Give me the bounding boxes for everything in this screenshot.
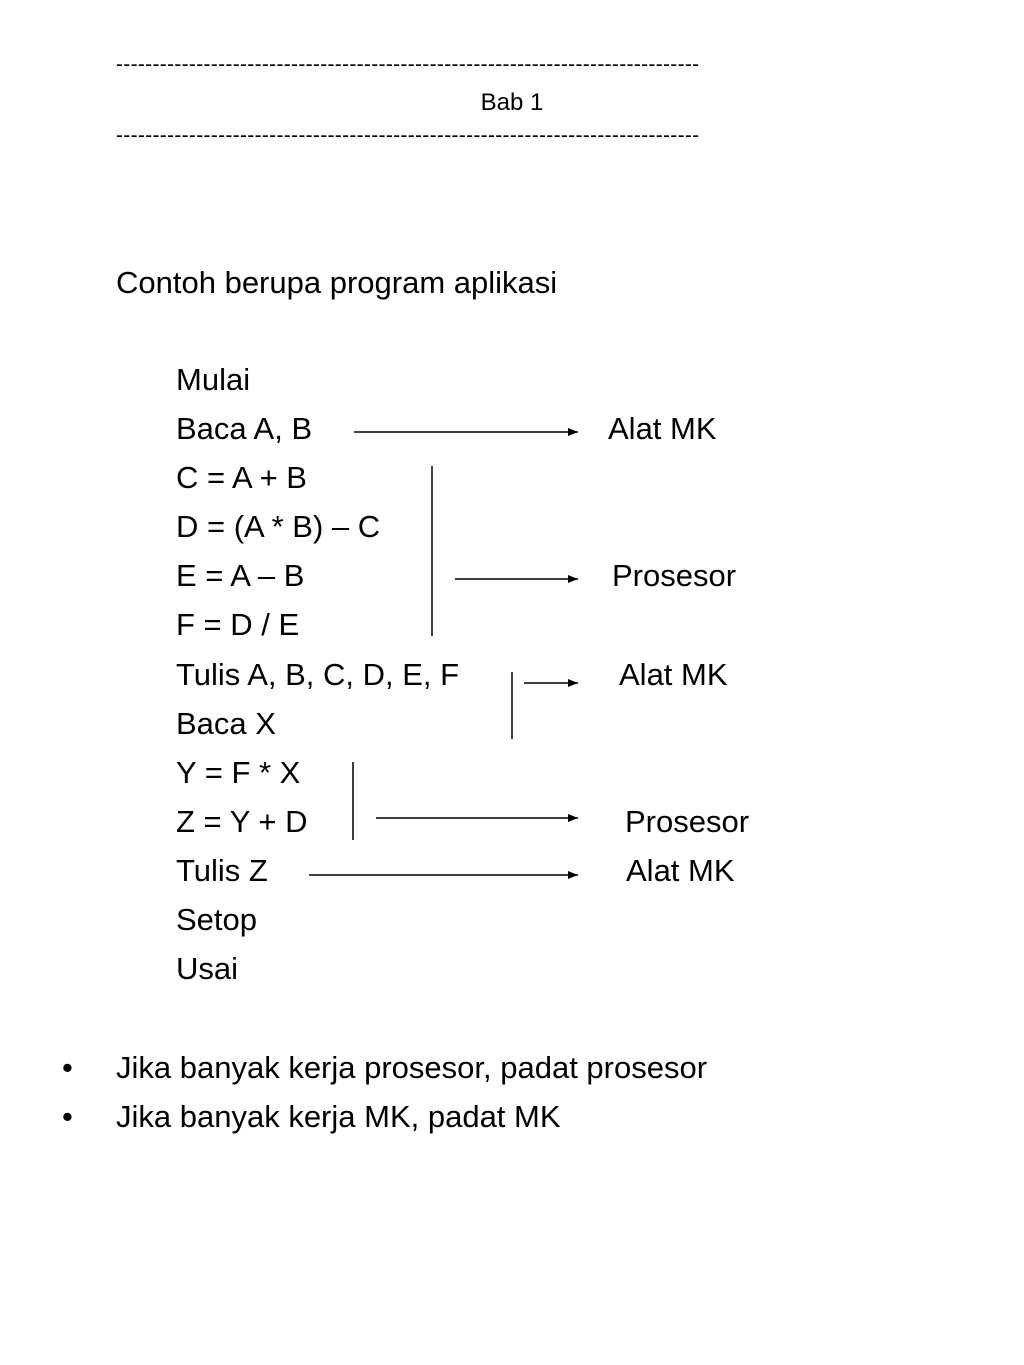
program-line: Y = F * X bbox=[176, 755, 301, 790]
program-line: Usai bbox=[176, 951, 239, 986]
program-line: Z = Y + D bbox=[176, 804, 308, 839]
target-label: Alat MK bbox=[608, 411, 717, 446]
chapter-title: Bab 1 bbox=[480, 89, 544, 116]
program-line: D = (A * B) – C bbox=[176, 509, 381, 544]
bullet-marker: • bbox=[62, 1050, 73, 1085]
target-label: Alat MK bbox=[619, 657, 728, 692]
program-line: Setop bbox=[176, 902, 258, 937]
header-rule-bottom: -------------------------------------------------------------------------------- bbox=[116, 124, 700, 147]
section-heading: Contoh berupa program aplikasi bbox=[116, 265, 558, 300]
target-label: Alat MK bbox=[626, 853, 735, 888]
program-line: F = D / E bbox=[176, 607, 300, 642]
header-rule-top: -------------------------------------------------------------------------------- bbox=[116, 53, 700, 76]
target-label: Prosesor bbox=[625, 804, 750, 839]
program-line: Baca A, B bbox=[176, 411, 313, 446]
program-line: Mulai bbox=[176, 362, 251, 397]
bullet-text: Jika banyak kerja MK, padat MK bbox=[116, 1099, 561, 1134]
program-line: C = A + B bbox=[176, 460, 307, 495]
bullet-text: Jika banyak kerja prosesor, padat prosesor bbox=[116, 1050, 708, 1085]
program-line: E = A – B bbox=[176, 558, 305, 593]
program-line: Tulis Z bbox=[176, 853, 268, 888]
bullet-marker: • bbox=[62, 1099, 73, 1134]
program-line: Tulis A, B, C, D, E, F bbox=[176, 657, 460, 692]
target-label: Prosesor bbox=[612, 558, 737, 593]
program-line: Baca X bbox=[176, 706, 276, 741]
